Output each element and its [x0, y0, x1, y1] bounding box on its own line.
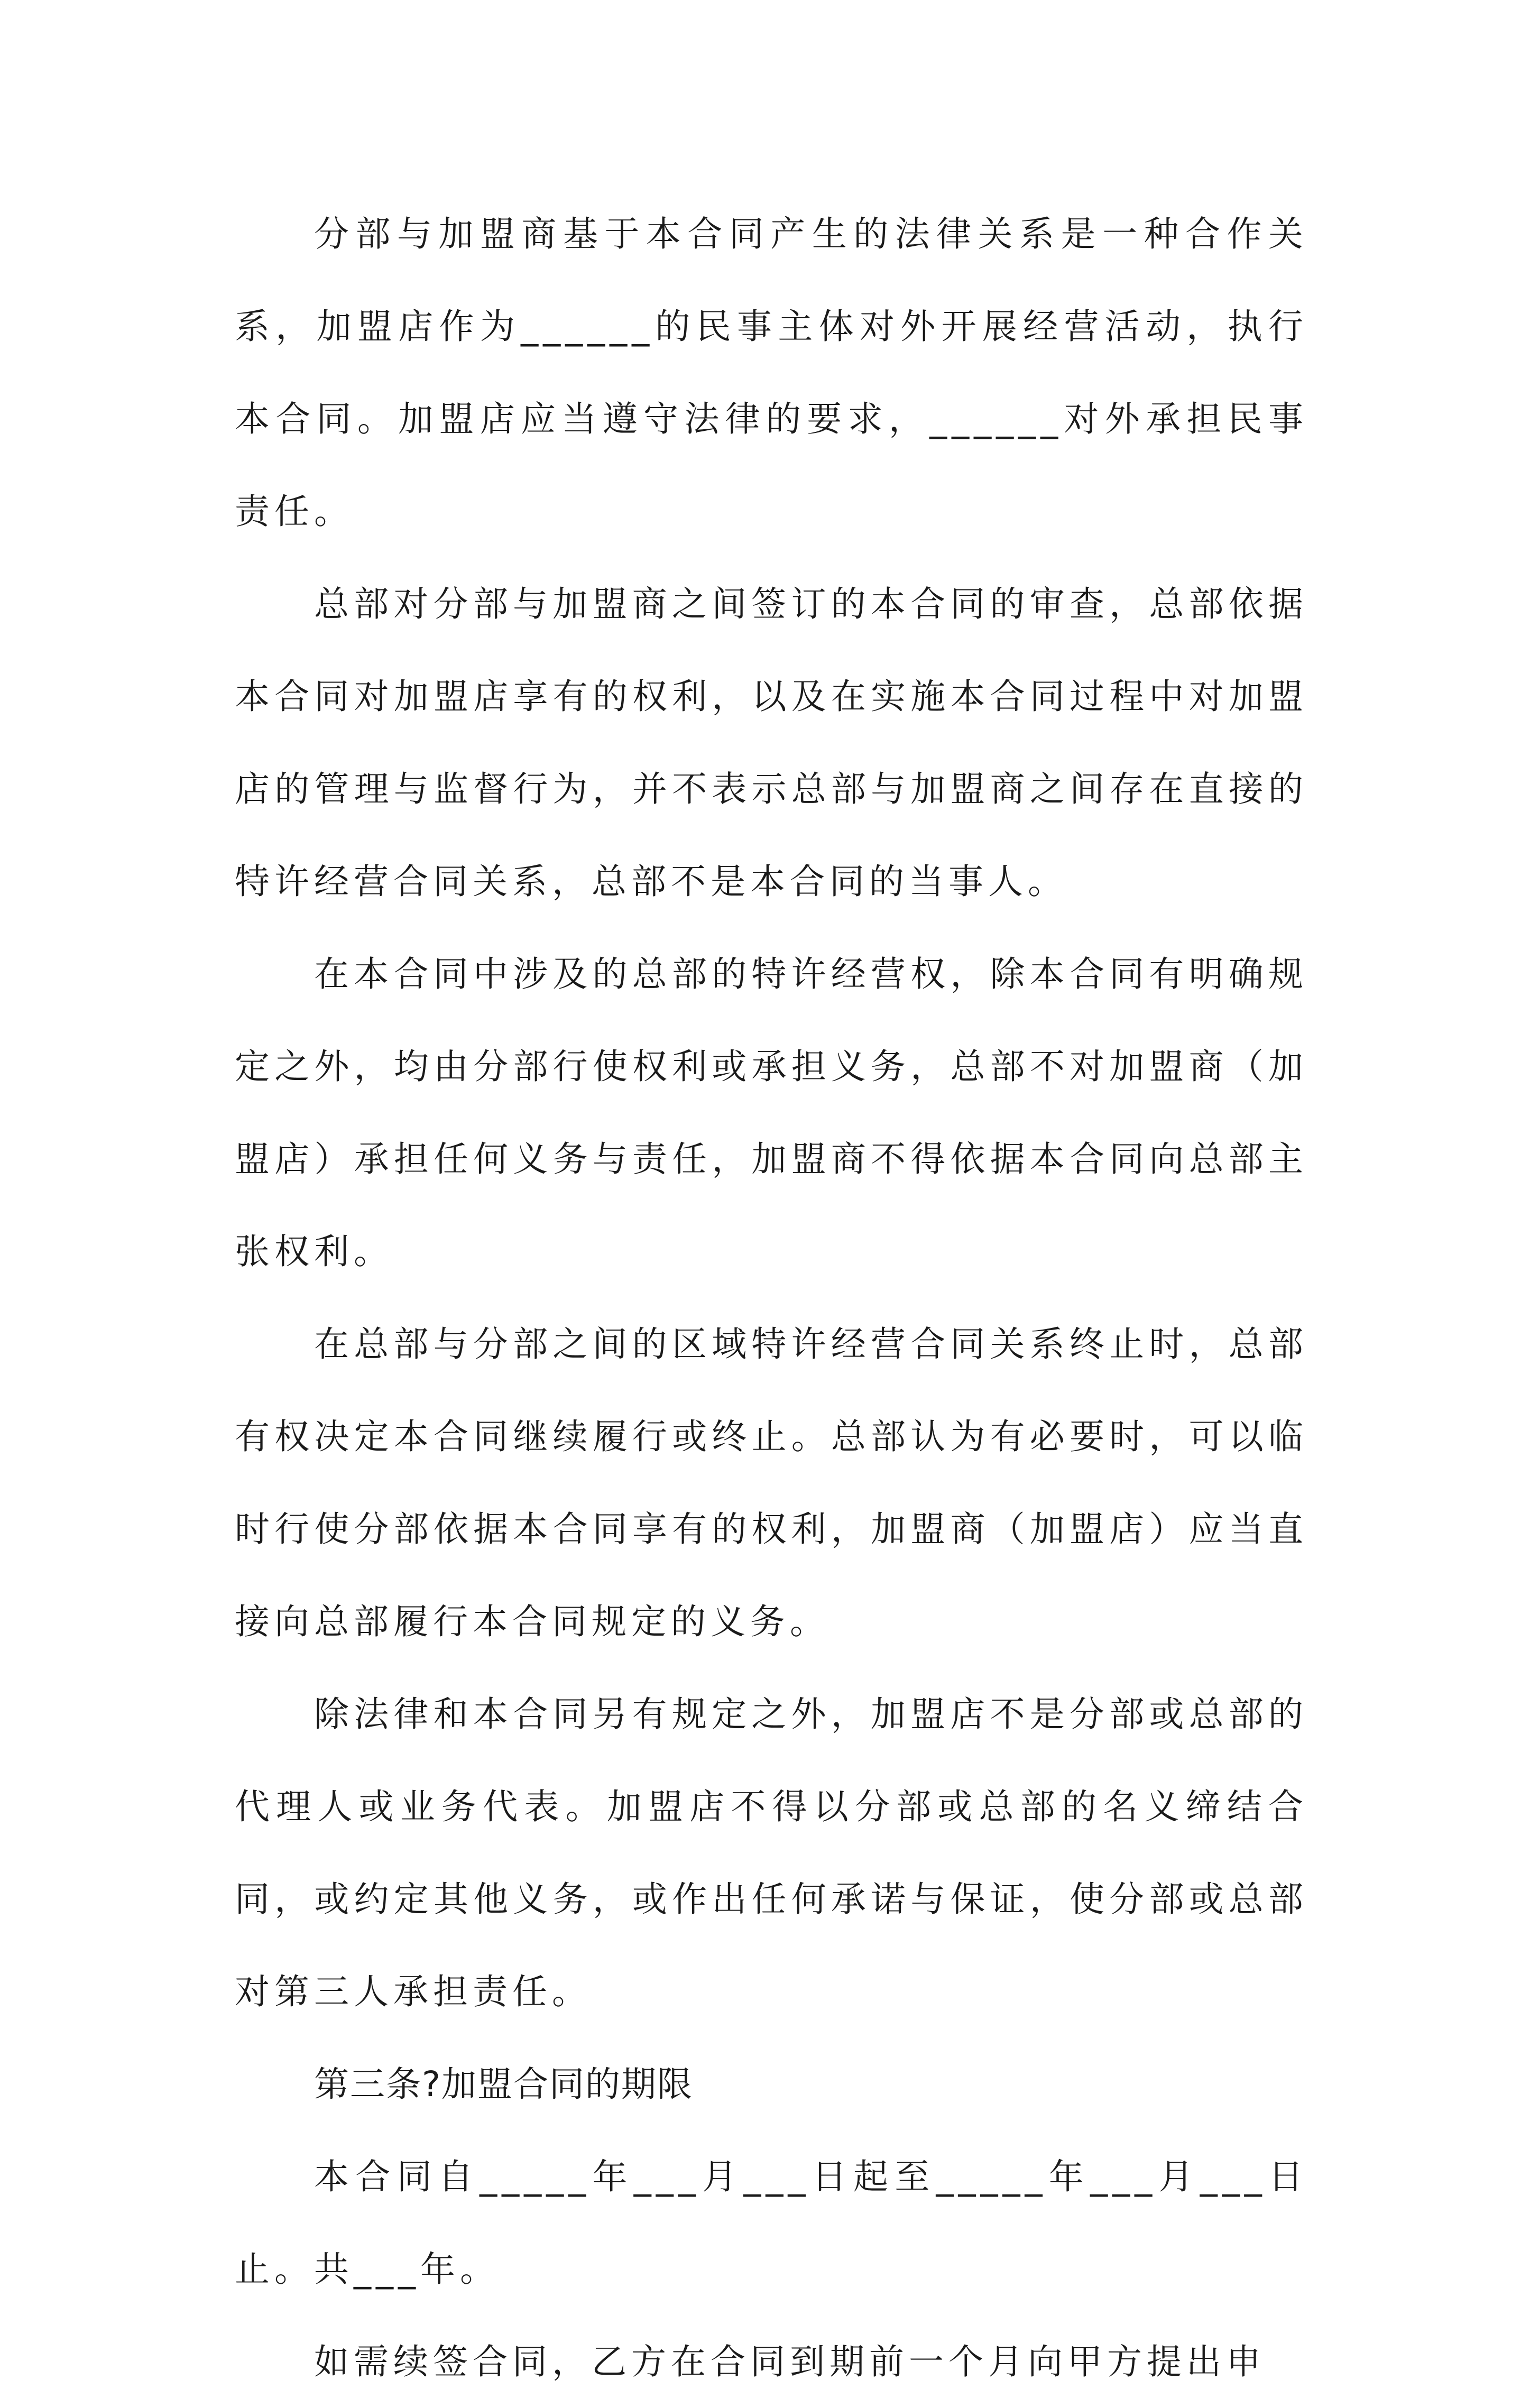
paragraph-franchise-rights: 在本合同中涉及的总部的特许经营权，除本合同有明确规定之外，均由分部行使权利或承担义务，总部不对加盟商（加盟店）承担任何义务与责任，加盟商不得依据本合同向总部主张权利。	[235, 954, 1308, 1272]
document-page	[235, 188, 1308, 2408]
paragraph-contract-termination: 在总部与分部之间的区域特许经营合同关系终止时，总部有权决定本合同继续履行或终止。总部认为有必要时，可以临时行使分部依据本合同享有的权利，加盟商（加盟店）应当直接向总部履行本合同规定的义务。	[235, 1324, 1308, 1642]
paragraph-headquarters-review: 总部对分部与加盟商之间签订的本合同的审查，总部依据本合同对加盟店享有的权利，以及在实施本合同过程中对加盟店的管理与监督行为，并不表示总部与加盟商之间存在直接的特许经营合同关系，总部不是本合同的当事人。	[235, 584, 1308, 902]
paragraph-renewal: 如需续签合同，乙方在合同到期前一个月向甲方提出申	[314, 2341, 1266, 2382]
article-three-heading: 第三条?加盟合同的期限	[314, 2064, 694, 2105]
paragraph-legal-relationship: 分部与加盟商基于本合同产生的法律关系是一种合作关系，加盟店作为______的民事主体对外开展经营活动，执行本合同。加盟店应当遵守法律的要求，______对外承担民事责任。	[235, 214, 1308, 532]
paragraph-contract-term: 本合同自_____年___月___日起至_____年___月___日止。共___年。	[235, 2156, 1308, 2290]
paragraph-agency-restriction: 除法律和本合同另有规定之外，加盟店不是分部或总部的代理人或业务代表。加盟店不得以分部或总部的名义缔结合同，或约定其他义务，或作出任何承诺与保证，使分部或总部对第三人承担责任。	[235, 1694, 1308, 2012]
